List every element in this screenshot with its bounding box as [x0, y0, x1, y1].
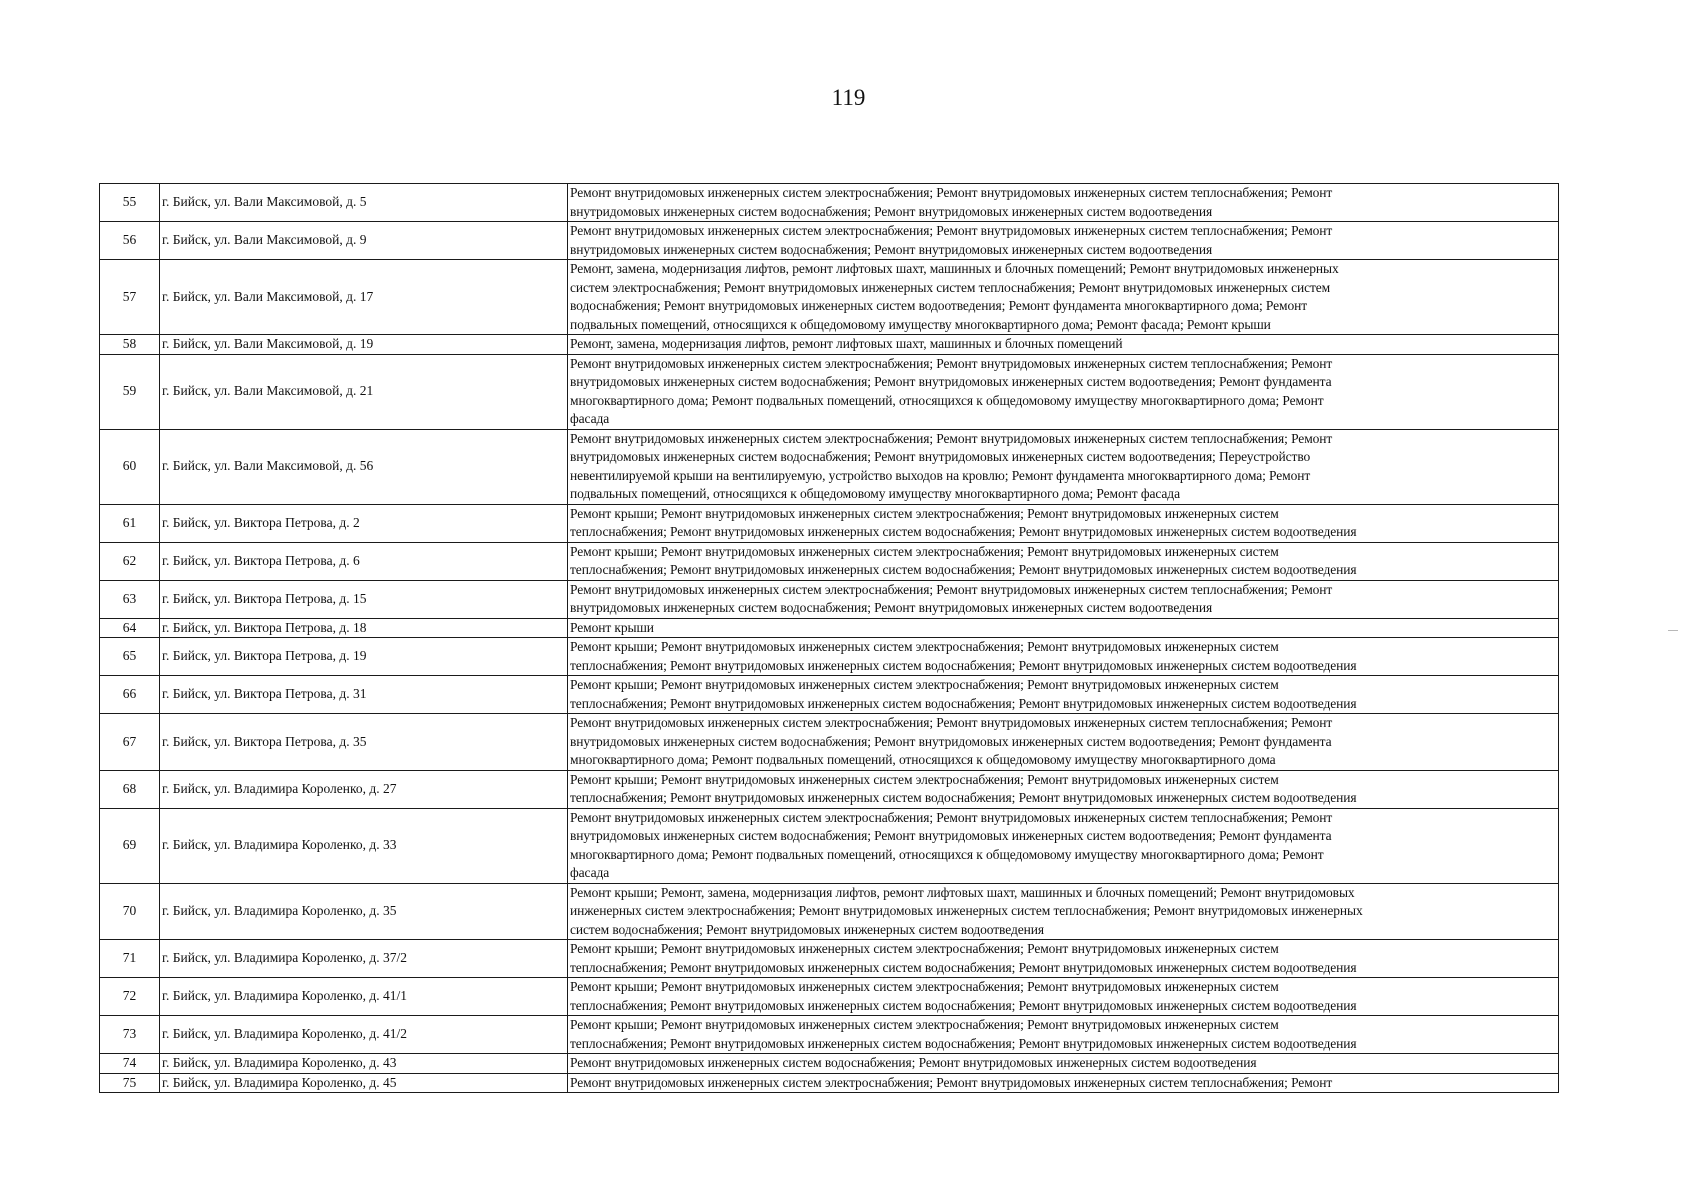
row-works — [568, 580, 1559, 618]
row-number: 64 — [100, 618, 160, 638]
row-number: 75 — [100, 1073, 160, 1093]
row-works — [568, 1016, 1559, 1054]
works-line: теплоснабжения; Ремонт внутридомовых инженерных систем водоснабжения; Ремонт внутридомовых инженерных систем водоотведения — [570, 657, 1357, 673]
works-line: многоквартирного дома; Ремонт подвальных помещений, относящихся к общедомовому имуществу многоквартирного дома; Ремонт — [570, 846, 1324, 862]
row-address: г. Бийск, ул. Владимира Короленко, д. 33 — [160, 808, 568, 883]
works-line: многоквартирного дома; Ремонт подвальных помещений, относящихся к общедомовому имуществу многоквартирного дома — [570, 752, 1276, 767]
works-line: Ремонт внутридомовых инженерных систем электроснабжения; Ремонт внутридомовых инженерных систем теплоснабжения; Ремонт — [570, 430, 1333, 446]
row-address: г. Бийск, ул. Вали Максимовой, д. 9 — [160, 222, 568, 260]
works-line: систем электроснабжения; Ремонт внутридомовых инженерных систем теплоснабжения; Ремонт внутридомовых инженерных систем — [570, 279, 1331, 295]
row-number: 74 — [100, 1054, 160, 1074]
row-works — [568, 504, 1559, 542]
row-address: г. Бийск, ул. Виктора Петрова, д. 19 — [160, 638, 568, 676]
row-works — [568, 1054, 1559, 1074]
works-line: систем водоснабжения; Ремонт внутридомовых инженерных систем водоотведения — [570, 921, 1044, 937]
row-address: г. Бийск, ул. Владимира Короленко, д. 45 — [160, 1073, 568, 1093]
table-row — [100, 618, 1559, 638]
works-line: Ремонт крыши; Ремонт внутридомовых инженерных систем электроснабжения; Ремонт внутридомовых инженерных систем — [570, 941, 1279, 956]
works-line: многоквартирного дома; Ремонт подвальных помещений, относящихся к общедомовому имуществу многоквартирного дома; Ремонт — [570, 392, 1324, 408]
row-address: г. Бийск, ул. Владимира Короленко, д. 27 — [160, 770, 568, 808]
row-number: 55 — [100, 184, 160, 222]
works-line: инженерных систем электроснабжения; Ремонт внутридомовых инженерных систем теплоснабжения; Ремонт внутридомовых инженерных — [570, 903, 1363, 918]
works-line: теплоснабжения; Ремонт внутридомовых инженерных систем водоснабжения; Ремонт внутридомовых инженерных систем водоотведения — [570, 1035, 1357, 1051]
table-row — [100, 504, 1559, 542]
row-works — [568, 714, 1559, 771]
row-works — [568, 1073, 1559, 1093]
works-line: Ремонт крыши; Ремонт внутридомовых инженерных систем электроснабжения; Ремонт внутридомовых инженерных систем — [570, 1017, 1279, 1032]
table-row — [100, 1073, 1559, 1093]
works-line: Ремонт крыши; Ремонт внутридомовых инженерных систем электроснабжения; Ремонт внутридомовых инженерных систем — [570, 505, 1279, 521]
works-line: внутридомовых инженерных систем водоснабжения; Ремонт внутридомовых инженерных систем водоотведения — [570, 241, 1213, 257]
works-line: Ремонт внутридомовых инженерных систем электроснабжения; Ремонт внутридомовых инженерных систем теплоснабжения; Ремонт — [570, 581, 1333, 597]
row-works — [568, 978, 1559, 1016]
row-address: г. Бийск, ул. Вали Максимовой, д. 56 — [160, 429, 568, 504]
row-number: 73 — [100, 1016, 160, 1054]
row-address: г. Бийск, ул. Вали Максимовой, д. 17 — [160, 260, 568, 335]
table-row — [100, 1016, 1559, 1054]
works-line: Ремонт внутридомовых инженерных систем электроснабжения; Ремонт внутридомовых инженерных систем теплоснабжения; Ремонт — [570, 355, 1333, 371]
row-number: 67 — [100, 714, 160, 771]
row-works — [568, 260, 1559, 335]
table-row — [100, 676, 1559, 714]
table-row — [100, 883, 1559, 940]
row-address: г. Бийск, ул. Вали Максимовой, д. 19 — [160, 335, 568, 355]
table-row — [100, 354, 1559, 429]
table-row — [100, 222, 1559, 260]
works-line: невентилируемой крыши на вентилируемую, устройство выходов на кровлю; Ремонт фундамента многоквартирного дома; Ремонт — [570, 467, 1311, 483]
row-works — [568, 429, 1559, 504]
table-row — [100, 808, 1559, 883]
works-line: Ремонт внутридомовых инженерных систем электроснабжения; Ремонт внутридомовых инженерных систем теплоснабжения; Ремонт — [570, 809, 1333, 825]
row-works — [568, 354, 1559, 429]
row-address: г. Бийск, ул. Виктора Петрова, д. 18 — [160, 618, 568, 638]
row-address: г. Бийск, ул. Владимира Короленко, д. 41/2 — [160, 1016, 568, 1054]
row-address: г. Бийск, ул. Виктора Петрова, д. 31 — [160, 676, 568, 714]
row-works — [568, 184, 1559, 222]
row-address: г. Бийск, ул. Виктора Петрова, д. 6 — [160, 542, 568, 580]
row-number: 68 — [100, 770, 160, 808]
row-address: г. Бийск, ул. Виктора Петрова, д. 15 — [160, 580, 568, 618]
row-address: г. Бийск, ул. Вали Максимовой, д. 5 — [160, 184, 568, 222]
works-line: теплоснабжения; Ремонт внутридомовых инженерных систем водоснабжения; Ремонт внутридомовых инженерных систем водоотведения — [570, 997, 1357, 1013]
works-line: фасада — [570, 411, 610, 426]
row-number: 63 — [100, 580, 160, 618]
row-address: г. Бийск, ул. Виктора Петрова, д. 35 — [160, 714, 568, 771]
row-works — [568, 638, 1559, 676]
row-number: 58 — [100, 335, 160, 355]
works-line: водоснабжения; Ремонт внутридомовых инженерных систем водоотведения; Ремонт фундамента многоквартирного дома; Ремонт — [570, 298, 1308, 313]
row-number: 62 — [100, 542, 160, 580]
row-works — [568, 883, 1559, 940]
table-row — [100, 1054, 1559, 1074]
works-line: внутридомовых инженерных систем водоснабжения; Ремонт внутридомовых инженерных систем водоотведения; Ремонт фундамента — [570, 374, 1332, 389]
table-row — [100, 260, 1559, 335]
works-line: Ремонт внутридомовых инженерных систем электроснабжения; Ремонт внутридомовых инженерных систем теплоснабжения; Ремонт — [570, 715, 1333, 730]
works-line: Ремонт внутридомовых инженерных систем электроснабжения; Ремонт внутридомовых инженерных систем теплоснабжения; Ремонт — [570, 185, 1333, 200]
table-row — [100, 184, 1559, 222]
works-line: внутридомовых инженерных систем водоснабжения; Ремонт внутридомовых инженерных систем водоотведения; Ремонт фундамента — [570, 828, 1332, 843]
row-address: г. Бийск, ул. Владимира Короленко, д. 43 — [160, 1054, 568, 1074]
row-address: г. Бийск, ул. Владимира Короленко, д. 35 — [160, 883, 568, 940]
works-line: Ремонт внутридомовых инженерных систем водоснабжения; Ремонт внутридомовых инженерных систем водоотведения — [570, 1055, 1257, 1070]
row-address: г. Бийск, ул. Виктора Петрова, д. 2 — [160, 504, 568, 542]
row-works — [568, 542, 1559, 580]
works-line: Ремонт внутридомовых инженерных систем электроснабжения; Ремонт внутридомовых инженерных систем теплоснабжения; Ремонт — [570, 1074, 1333, 1090]
works-line: Ремонт, замена, модернизация лифтов, ремонт лифтовых шахт, машинных и блочных помещений; Ремонт внутридомовых инженерных — [570, 261, 1339, 276]
works-line: Ремонт крыши; Ремонт внутридомовых инженерных систем электроснабжения; Ремонт внутридомовых инженерных систем — [570, 639, 1279, 654]
works-line: внутридомовых инженерных систем водоснабжения; Ремонт внутридомовых инженерных систем водоотведения — [570, 600, 1213, 615]
works-line: Ремонт крыши; Ремонт внутридомовых инженерных систем электроснабжения; Ремонт внутридомовых инженерных систем — [570, 677, 1279, 692]
row-address: г. Бийск, ул. Владимира Короленко, д. 41/1 — [160, 978, 568, 1016]
scan-mark — [1668, 630, 1678, 631]
row-works — [568, 222, 1559, 260]
row-number: 59 — [100, 354, 160, 429]
works-line: внутридомовых инженерных систем водоснабжения; Ремонт внутридомовых инженерных систем водоотведения; Ремонт фундамента — [570, 733, 1332, 749]
works-line: внутридомовых инженерных систем водоснабжения; Ремонт внутридомовых инженерных систем водоотведения; Переустройство — [570, 449, 1311, 464]
row-address: г. Бийск, ул. Вали Максимовой, д. 21 — [160, 354, 568, 429]
works-line: Ремонт крыши; Ремонт внутридомовых инженерных систем электроснабжения; Ремонт внутридомовых инженерных систем — [570, 979, 1279, 994]
row-number: 66 — [100, 676, 160, 714]
works-line: Ремонт, замена, модернизация лифтов, ремонт лифтовых шахт, машинных и блочных помещений — [570, 336, 1123, 351]
row-number: 71 — [100, 940, 160, 978]
row-number: 70 — [100, 883, 160, 940]
works-line: Ремонт крыши; Ремонт внутридомовых инженерных систем электроснабжения; Ремонт внутридомовых инженерных систем — [570, 771, 1279, 787]
table-row — [100, 940, 1559, 978]
repair-works-table — [99, 183, 1559, 1093]
table-row — [100, 335, 1559, 355]
works-line: фасада — [570, 865, 610, 880]
works-line: подвальных помещений, относящихся к общедомовому имуществу многоквартирного дома; Ремонт фасада — [570, 486, 1180, 501]
row-works — [568, 335, 1559, 355]
works-line: теплоснабжения; Ремонт внутридомовых инженерных систем водоснабжения; Ремонт внутридомовых инженерных систем водоотведения — [570, 959, 1357, 975]
works-line: подвальных помещений, относящихся к общедомовому имуществу многоквартирного дома; Ремонт фасада; Ремонт крыши — [570, 316, 1271, 332]
works-line: Ремонт крыши; Ремонт внутридомовых инженерных систем электроснабжения; Ремонт внутридомовых инженерных систем — [570, 543, 1279, 559]
row-number: 60 — [100, 429, 160, 504]
row-number: 56 — [100, 222, 160, 260]
row-number: 57 — [100, 260, 160, 335]
row-works — [568, 940, 1559, 978]
table-row — [100, 978, 1559, 1016]
row-works — [568, 770, 1559, 808]
works-line: теплоснабжения; Ремонт внутридомовых инженерных систем водоснабжения; Ремонт внутридомовых инженерных систем водоотведения — [570, 562, 1357, 577]
table-row — [100, 714, 1559, 771]
row-number: 72 — [100, 978, 160, 1016]
table-row — [100, 638, 1559, 676]
works-line: внутридомовых инженерных систем водоснабжения; Ремонт внутридомовых инженерных систем водоотведения — [570, 203, 1213, 219]
works-line: Ремонт крыши — [570, 619, 654, 635]
works-line: теплоснабжения; Ремонт внутридомовых инженерных систем водоснабжения; Ремонт внутридомовых инженерных систем водоотведения — [570, 695, 1357, 711]
table-row — [100, 542, 1559, 580]
table-body — [100, 184, 1559, 1093]
row-works — [568, 808, 1559, 883]
row-works — [568, 618, 1559, 638]
works-line: Ремонт крыши; Ремонт, замена, модернизация лифтов, ремонт лифтовых шахт, машинных и блочных помещений; Ремонт внутридомовых — [570, 884, 1355, 900]
row-works — [568, 676, 1559, 714]
row-number: 65 — [100, 638, 160, 676]
row-number: 69 — [100, 808, 160, 883]
row-address: г. Бийск, ул. Владимира Короленко, д. 37/2 — [160, 940, 568, 978]
works-line: теплоснабжения; Ремонт внутридомовых инженерных систем водоснабжения; Ремонт внутридомовых инженерных систем водоотведения — [570, 790, 1357, 805]
works-line: теплоснабжения; Ремонт внутридомовых инженерных систем водоснабжения; Ремонт внутридомовых инженерных систем водоотведения — [570, 524, 1357, 539]
table-row — [100, 580, 1559, 618]
page-number: 119 — [831, 85, 866, 110]
table-row — [100, 429, 1559, 504]
row-number: 61 — [100, 504, 160, 542]
works-line: Ремонт внутридомовых инженерных систем электроснабжения; Ремонт внутридомовых инженерных систем теплоснабжения; Ремонт — [570, 223, 1333, 238]
table-row — [100, 770, 1559, 808]
